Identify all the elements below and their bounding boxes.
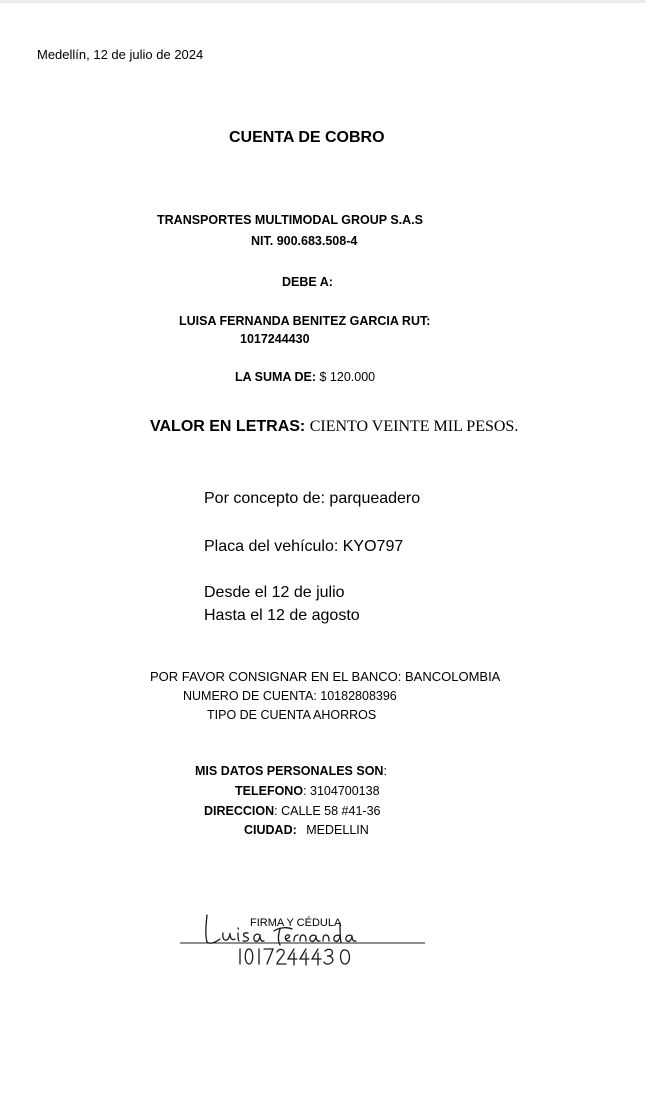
periodo-hasta: Hasta el 12 de agosto bbox=[204, 607, 360, 624]
direccion-label: DIRECCION bbox=[204, 804, 275, 818]
suma-label: LA SUMA DE: bbox=[235, 370, 317, 384]
ciudad-line bbox=[244, 823, 369, 837]
place-date: Medellín, 12 de julio de 2024 bbox=[37, 47, 204, 62]
periodo-desde: Desde el 12 de julio bbox=[204, 584, 345, 601]
telefono-value: : 3104700138 bbox=[303, 784, 380, 798]
payee-name: LUISA FERNANDA BENITEZ GARCIA RUT: bbox=[179, 314, 431, 328]
top-edge-shade bbox=[0, 0, 646, 3]
personales-colon: : bbox=[383, 764, 387, 778]
valor-letras-label: VALOR EN LETRAS: bbox=[150, 418, 306, 435]
ciudad-value: MEDELLIN bbox=[306, 823, 369, 837]
document-title: CUENTA DE COBRO bbox=[229, 129, 385, 146]
concepto-line: Por concepto de: parqueadero bbox=[204, 490, 421, 507]
payee-rut: 1017244430 bbox=[240, 332, 310, 346]
cuenta-line: NUMERO DE CUENTA: 10182808396 bbox=[183, 689, 397, 703]
valor-letras-line bbox=[150, 418, 518, 436]
valor-letras-value: CIENTO VEINTE MIL PESOS. bbox=[309, 418, 519, 435]
firma-label: FIRMA Y CÉDULA bbox=[250, 917, 342, 929]
company-nit: NIT. 900.683.508-4 bbox=[251, 234, 358, 248]
debe-a-label: DEBE A: bbox=[282, 275, 333, 289]
tipo-cuenta-line: TIPO DE CUENTA AHORROS bbox=[207, 708, 377, 722]
signature-block bbox=[170, 905, 440, 975]
telefono-line bbox=[235, 784, 380, 798]
personales-heading: MIS DATOS PERSONALES SON bbox=[195, 764, 384, 778]
suma-value: $ 120.000 bbox=[319, 370, 376, 384]
telefono-label: TELEFONO bbox=[235, 784, 304, 798]
direccion-line bbox=[204, 804, 380, 818]
company-name: TRANSPORTES MULTIMODAL GROUP S.A.S bbox=[157, 213, 423, 227]
direccion-value: : CALLE 58 #41-36 bbox=[274, 804, 381, 818]
personales-heading-line bbox=[195, 764, 387, 778]
ciudad-label: CIUDAD: bbox=[244, 823, 297, 837]
banco-line: POR FAVOR CONSIGNAR EN EL BANCO: BANCOLOMBIA bbox=[150, 669, 501, 684]
suma-line bbox=[235, 370, 375, 384]
signature-image bbox=[170, 905, 440, 975]
placa-line: Placa del vehículo: KYO797 bbox=[204, 538, 404, 555]
